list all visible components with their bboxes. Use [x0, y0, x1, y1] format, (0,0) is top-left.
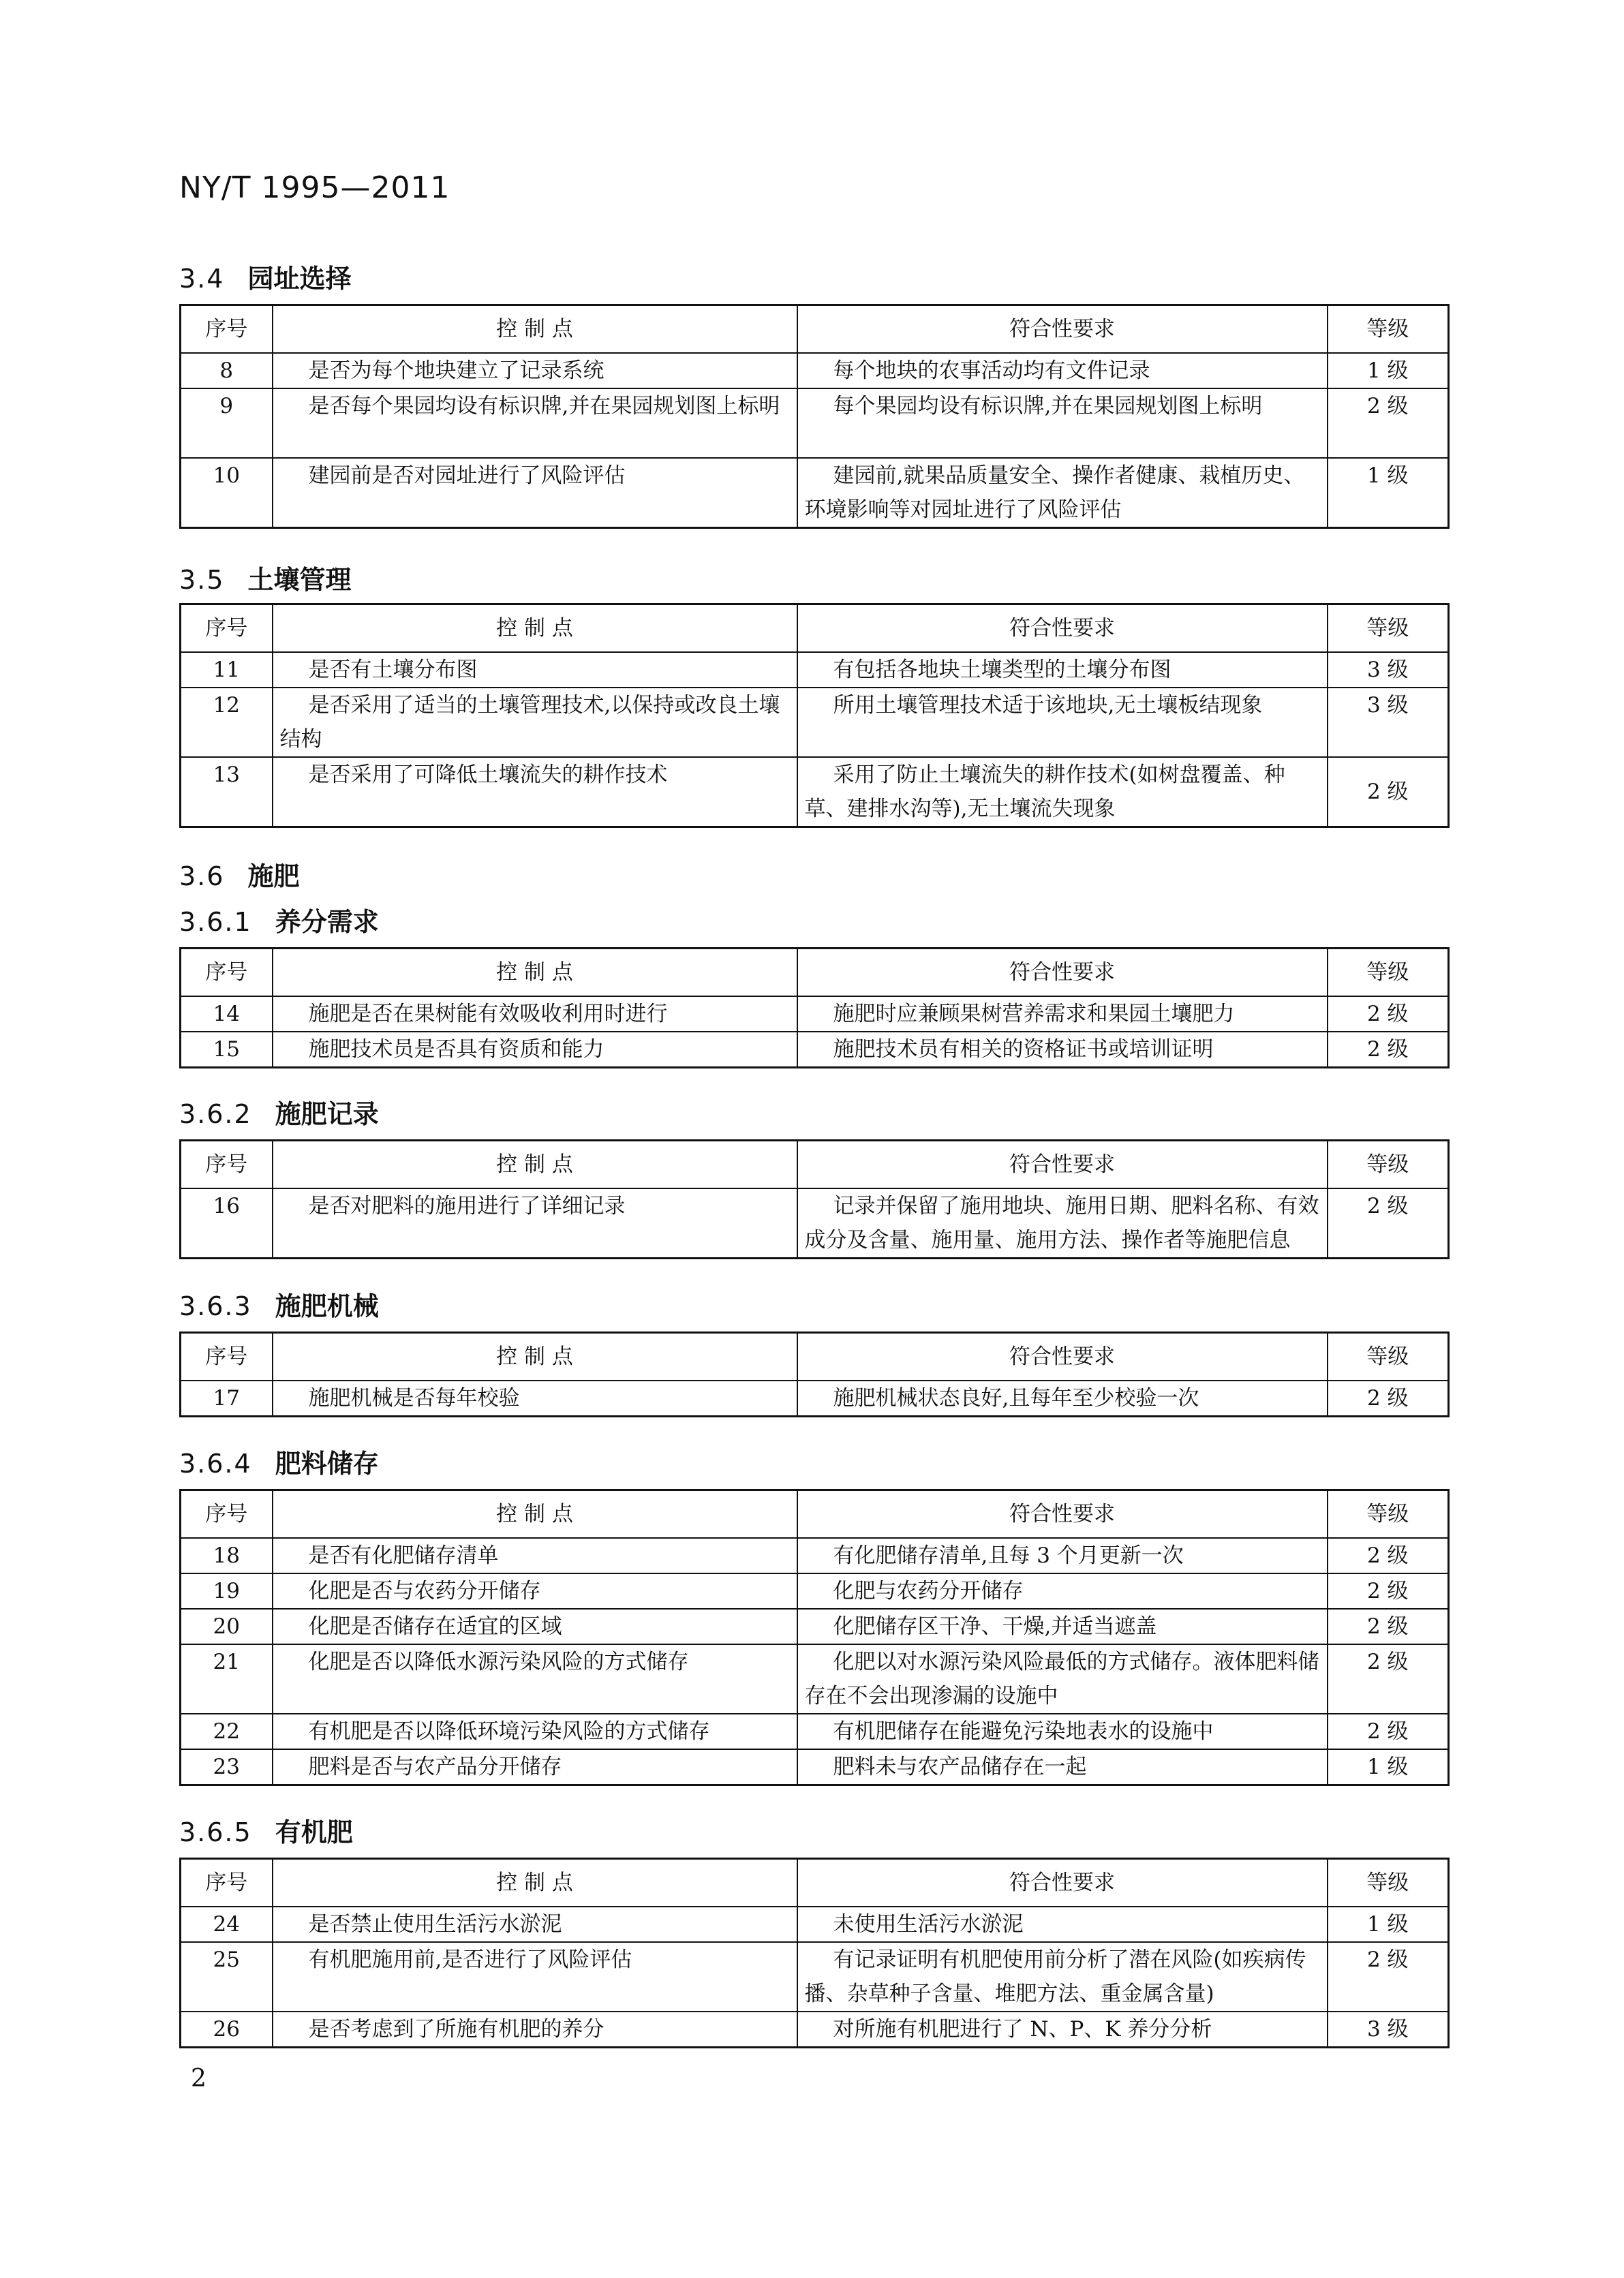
column-header-control: 控 制 点: [273, 1141, 797, 1189]
column-header-control: 控 制 点: [273, 1333, 797, 1381]
requirements-table: [179, 1858, 1450, 2048]
row-number: 13: [181, 757, 273, 827]
control-point-cell: 施肥是否在果树能有效吸收利用时进行: [273, 996, 797, 1032]
control-point-cell: 是否采用了可降低土壤流失的耕作技术: [273, 757, 797, 827]
requirement-cell: 化肥储存区干净、干燥,并适当遮盖: [797, 1609, 1328, 1644]
column-header-level: 等级: [1328, 604, 1449, 653]
requirements-table: [179, 947, 1450, 1068]
table-row: [181, 1573, 1449, 1609]
requirement-cell: 化肥以对水源污染风险最低的方式储存。液体肥料储存在不会出现渗漏的设施中: [797, 1644, 1328, 1714]
table-header-row: [181, 1490, 1449, 1539]
column-header-no: 序号: [181, 604, 273, 653]
section-title: 园址选择: [247, 264, 352, 294]
requirement-cell: 有包括各地块土壤类型的土壤分布图: [797, 652, 1328, 688]
level-cell: 1 级: [1328, 1907, 1449, 1942]
control-point-cell: 肥料是否与农产品分开储存: [273, 1749, 797, 1785]
section-title: 施肥记录: [275, 1099, 379, 1129]
table-row: [181, 1381, 1449, 1417]
row-number: 9: [181, 388, 273, 458]
table-row: [181, 652, 1449, 688]
section-number: 3.6.5: [179, 1817, 252, 1847]
section-number: 3.4: [179, 264, 225, 294]
requirements-table: [179, 603, 1450, 828]
requirement-cell: 施肥机械状态良好,且每年至少校验一次: [797, 1381, 1328, 1417]
control-point-cell: 施肥机械是否每年校验: [273, 1381, 797, 1417]
control-point-cell: 是否为每个地块建立了记录系统: [273, 353, 797, 388]
table-row: [181, 2012, 1449, 2048]
control-point-cell: 化肥是否以降低水源污染风险的方式储存: [273, 1644, 797, 1714]
row-number: 14: [181, 996, 273, 1032]
section-heading: [179, 901, 379, 938]
table-row: [181, 757, 1449, 827]
column-header-control: 控 制 点: [273, 1490, 797, 1539]
column-header-control: 控 制 点: [273, 1859, 797, 1907]
table-row: [181, 353, 1449, 388]
requirement-cell: 有记录证明有机肥使用前分析了潜在风险(如疾病传播、杂草种子含量、堆肥方法、重金属含量): [797, 1942, 1328, 2012]
requirements-table: [179, 1139, 1450, 1259]
requirement-cell: 所用土壤管理技术适于该地块,无土壤板结现象: [797, 688, 1328, 757]
table-row: [181, 1032, 1449, 1068]
requirement-cell: 每个果园均设有标识牌,并在果园规划图上标明: [797, 388, 1328, 458]
level-cell: 2 级: [1328, 1538, 1449, 1573]
column-header-level: 等级: [1328, 1141, 1449, 1189]
table-header-row: [181, 949, 1449, 997]
table-row: [181, 1942, 1449, 2012]
column-header-no: 序号: [181, 1141, 273, 1189]
row-number: 8: [181, 353, 273, 388]
control-point-cell: 是否禁止使用生活污水淤泥: [273, 1907, 797, 1942]
control-point-cell: 是否考虑到了所施有机肥的养分: [273, 2012, 797, 2048]
row-number: 20: [181, 1609, 273, 1644]
level-cell: 2 级: [1328, 757, 1449, 827]
level-cell: 2 级: [1328, 1573, 1449, 1609]
column-header-control: 控 制 点: [273, 604, 797, 653]
row-number: 22: [181, 1714, 273, 1749]
row-number: 21: [181, 1644, 273, 1714]
section-title: 施肥: [247, 861, 300, 891]
section-number: 3.6.4: [179, 1449, 252, 1479]
table-row: [181, 1749, 1449, 1785]
row-number: 15: [181, 1032, 273, 1068]
table-row: [181, 458, 1449, 528]
control-point-cell: 是否每个果园均设有标识牌,并在果园规划图上标明: [273, 388, 797, 458]
table-row: [181, 1609, 1449, 1644]
requirement-cell: 对所施有机肥进行了 N、P、K 养分分析: [797, 2012, 1328, 2048]
level-cell: 2 级: [1328, 1609, 1449, 1644]
table-row: [181, 1714, 1449, 1749]
level-cell: 3 级: [1328, 652, 1449, 688]
requirements-table: [179, 1332, 1450, 1417]
requirements-table: [179, 1489, 1450, 1786]
column-header-level: 等级: [1328, 305, 1449, 354]
requirement-cell: 有化肥储存清单,且每 3 个月更新一次: [797, 1538, 1328, 1573]
requirement-cell: 化肥与农药分开储存: [797, 1573, 1328, 1609]
column-header-level: 等级: [1328, 1333, 1449, 1381]
row-number: 16: [181, 1188, 273, 1259]
column-header-requirement: 符合性要求: [797, 949, 1328, 997]
level-cell: 3 级: [1328, 2012, 1449, 2048]
level-cell: 2 级: [1328, 388, 1449, 458]
requirement-cell: 施肥时应兼顾果树营养需求和果园土壤肥力: [797, 996, 1328, 1032]
control-point-cell: 有机肥施用前,是否进行了风险评估: [273, 1942, 797, 2012]
column-header-no: 序号: [181, 1859, 273, 1907]
column-header-no: 序号: [181, 1333, 273, 1381]
section-title: 土壤管理: [247, 565, 352, 595]
row-number: 18: [181, 1538, 273, 1573]
requirement-cell: 未使用生活污水淤泥: [797, 1907, 1328, 1942]
column-header-level: 等级: [1328, 1859, 1449, 1907]
level-cell: 2 级: [1328, 1381, 1449, 1417]
column-header-no: 序号: [181, 305, 273, 354]
level-cell: 3 级: [1328, 688, 1449, 757]
column-header-requirement: 符合性要求: [797, 1859, 1328, 1907]
standard-code: NY/T 1995—2011: [179, 170, 450, 205]
column-header-control: 控 制 点: [273, 305, 797, 354]
table-header-row: [181, 1333, 1449, 1381]
column-header-control: 控 制 点: [273, 949, 797, 997]
requirement-cell: 每个地块的农事活动均有文件记录: [797, 353, 1328, 388]
level-cell: 2 级: [1328, 1644, 1449, 1714]
table-row: [181, 1188, 1449, 1259]
column-header-level: 等级: [1328, 1490, 1449, 1539]
table-row: [181, 996, 1449, 1032]
control-point-cell: 是否有土壤分布图: [273, 652, 797, 688]
control-point-cell: 是否对肥料的施用进行了详细记录: [273, 1188, 797, 1259]
row-number: 10: [181, 458, 273, 528]
requirement-cell: 有机肥储存在能避免污染地表水的设施中: [797, 1714, 1328, 1749]
column-header-requirement: 符合性要求: [797, 1333, 1328, 1381]
control-point-cell: 化肥是否储存在适宜的区域: [273, 1609, 797, 1644]
section-heading: [179, 855, 299, 893]
section-number: 3.6.3: [179, 1291, 252, 1321]
column-header-requirement: 符合性要求: [797, 305, 1328, 354]
level-cell: 2 级: [1328, 1188, 1449, 1259]
row-number: 25: [181, 1942, 273, 2012]
control-point-cell: 施肥技术员是否具有资质和能力: [273, 1032, 797, 1068]
column-header-no: 序号: [181, 949, 273, 997]
page-number: 2: [191, 2065, 206, 2093]
table-row: [181, 1538, 1449, 1573]
level-cell: 2 级: [1328, 1714, 1449, 1749]
section-heading: [179, 1285, 379, 1323]
requirement-cell: 记录并保留了施用地块、施用日期、肥料名称、有效成分及含量、施用量、施用方法、操作者等施肥信息: [797, 1188, 1328, 1259]
level-cell: 1 级: [1328, 1749, 1449, 1785]
column-header-no: 序号: [181, 1490, 273, 1539]
control-point-cell: 是否采用了适当的土壤管理技术,以保持或改良土壤结构: [273, 688, 797, 757]
table-row: [181, 1907, 1449, 1942]
row-number: 17: [181, 1381, 273, 1417]
section-number: 3.5: [179, 565, 225, 595]
table-row: [181, 388, 1449, 458]
section-number: 3.6: [179, 861, 225, 891]
column-header-requirement: 符合性要求: [797, 1490, 1328, 1539]
requirement-cell: 采用了防止土壤流失的耕作技术(如树盘覆盖、种草、建排水沟等),无土壤流失现象: [797, 757, 1328, 827]
section-title: 施肥机械: [275, 1291, 379, 1321]
section-title: 养分需求: [275, 907, 379, 937]
section-title: 肥料储存: [275, 1449, 379, 1479]
requirement-cell: 施肥技术员有相关的资格证书或培训证明: [797, 1032, 1328, 1068]
section-number: 3.6.1: [179, 907, 252, 937]
requirements-table: [179, 304, 1450, 529]
level-cell: 2 级: [1328, 1032, 1449, 1068]
row-number: 11: [181, 652, 273, 688]
section-number: 3.6.2: [179, 1099, 252, 1129]
section-heading: [179, 559, 351, 596]
row-number: 23: [181, 1749, 273, 1785]
column-header-requirement: 符合性要求: [797, 604, 1328, 653]
row-number: 26: [181, 2012, 273, 2048]
section-heading: [179, 1811, 353, 1849]
requirement-cell: 肥料未与农产品储存在一起: [797, 1749, 1328, 1785]
level-cell: 1 级: [1328, 458, 1449, 528]
section-heading: [179, 258, 351, 295]
row-number: 19: [181, 1573, 273, 1609]
table-row: [181, 1644, 1449, 1714]
table-header-row: [181, 305, 1449, 354]
section-heading: [179, 1093, 379, 1130]
control-point-cell: 化肥是否与农药分开储存: [273, 1573, 797, 1609]
table-row: [181, 688, 1449, 757]
table-header-row: [181, 1141, 1449, 1189]
level-cell: 1 级: [1328, 353, 1449, 388]
requirement-cell: 建园前,就果品质量安全、操作者健康、栽植历史、环境影响等对园址进行了风险评估: [797, 458, 1328, 528]
control-point-cell: 建园前是否对园址进行了风险评估: [273, 458, 797, 528]
row-number: 24: [181, 1907, 273, 1942]
table-header-row: [181, 1859, 1449, 1907]
level-cell: 2 级: [1328, 1942, 1449, 2012]
control-point-cell: 有机肥是否以降低环境污染风险的方式储存: [273, 1714, 797, 1749]
level-cell: 2 级: [1328, 996, 1449, 1032]
section-heading: [179, 1443, 379, 1480]
control-point-cell: 是否有化肥储存清单: [273, 1538, 797, 1573]
section-title: 有机肥: [275, 1817, 353, 1847]
column-header-requirement: 符合性要求: [797, 1141, 1328, 1189]
table-header-row: [181, 604, 1449, 653]
column-header-level: 等级: [1328, 949, 1449, 997]
row-number: 12: [181, 688, 273, 757]
